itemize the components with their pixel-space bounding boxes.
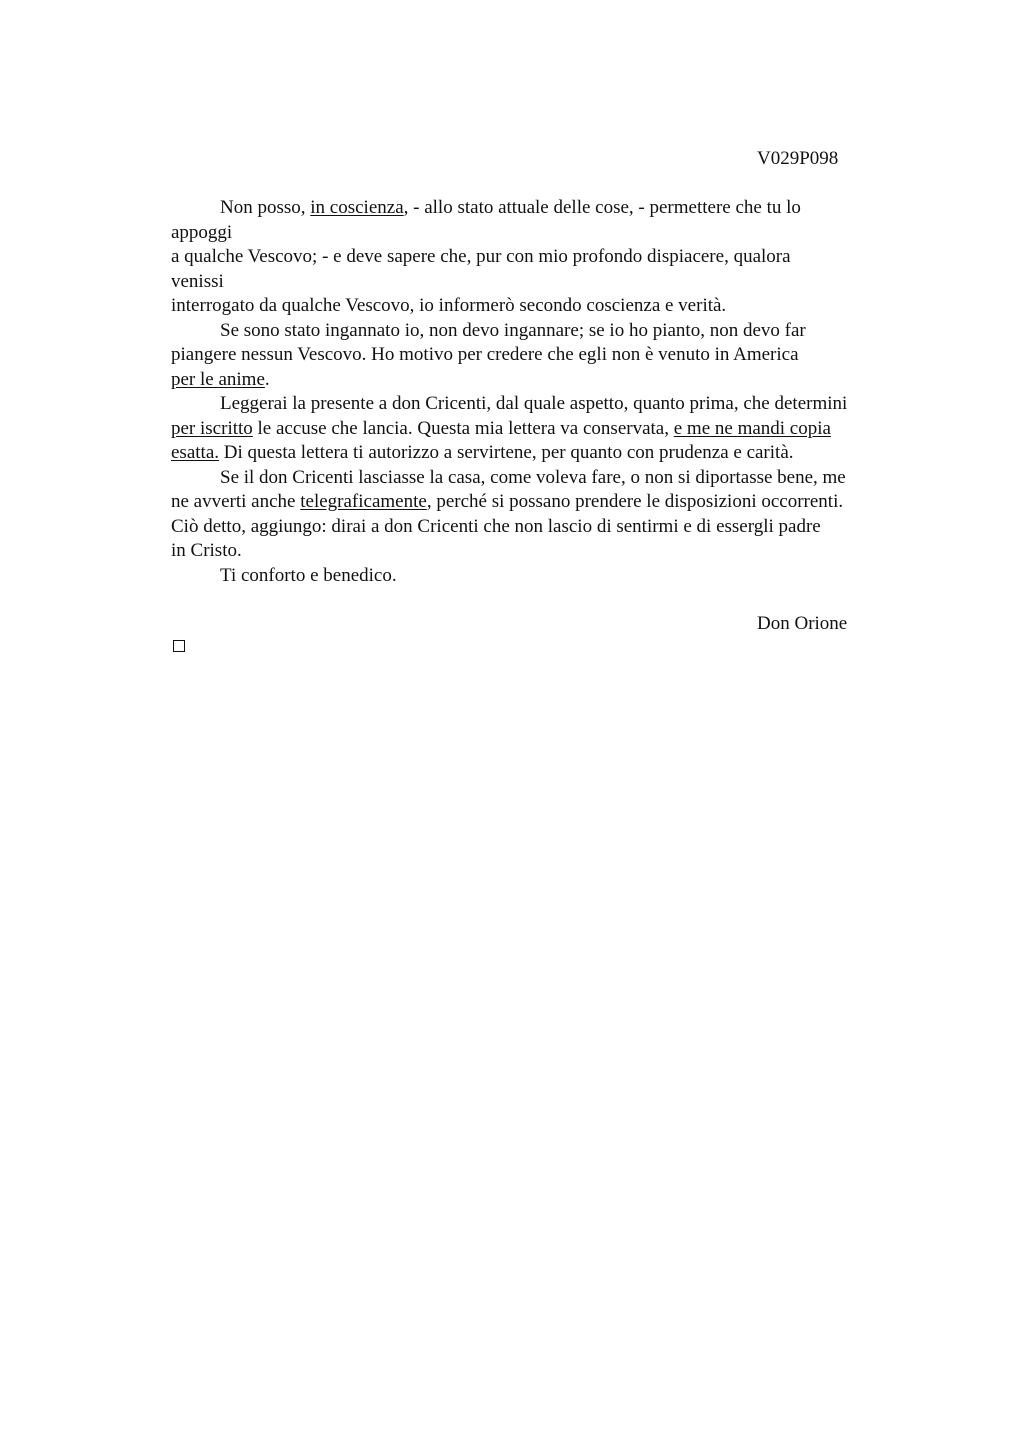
underlined-phrase: per le anime xyxy=(171,368,265,390)
signature: Don Orione xyxy=(757,613,848,634)
underlined-phrase: telegraficamente xyxy=(300,491,427,512)
letter-line: in Cristo. xyxy=(171,540,242,561)
letter-line: Se sono stato ingannato io, non devo ingannare; se io ho pianto, non devo far xyxy=(220,319,806,341)
letter-line: Ciò detto, aggiungo: dirai a don Cricenti che non lascio di sentirmi e di essergli padre xyxy=(171,515,821,537)
text-run: , - allo stato attuale delle cose, - permettere che tu lo xyxy=(403,197,801,218)
letter-line: Ti conforto e benedico. xyxy=(220,564,397,586)
letter-line: venissi xyxy=(171,270,224,292)
letter-line xyxy=(171,490,911,515)
text-run: Non posso, xyxy=(220,197,311,218)
text-run: , perché si possano prendere le disposizioni occorrenti. xyxy=(426,491,844,512)
letter-line xyxy=(171,196,911,221)
letter-line xyxy=(171,441,911,466)
underlined-phrase: esatta. xyxy=(171,442,220,463)
underlined-phrase: per iscritto xyxy=(171,417,253,439)
text-run: ne avverti anche xyxy=(171,491,301,512)
page-id: V029P098 xyxy=(757,148,839,169)
letter-line: Leggerai la presente a don Cricenti, dal quale aspetto, quanto prima, che determini xyxy=(220,393,848,414)
text-run: le accuse che lancia. Questa mia lettera va conservata, xyxy=(252,417,674,439)
letter-line xyxy=(171,417,911,442)
underlined-phrase: in coscienza xyxy=(310,197,404,218)
text-run: . xyxy=(264,368,270,390)
checkbox-glyph-icon xyxy=(173,640,185,652)
letter-line: appoggi xyxy=(171,221,233,243)
underlined-phrase: e me ne mandi copia xyxy=(673,417,831,439)
text-run: Di questa lettera ti autorizzo a servirtene, per quanto con prudenza e carità. xyxy=(219,442,794,463)
letter-line: piangere nessun Vescovo. Ho motivo per credere che egli non è venuto in America xyxy=(171,344,799,365)
letter-line: interrogato da qualche Vescovo, io informerò secondo coscienza e verità. xyxy=(171,295,727,316)
letter-line xyxy=(171,368,911,393)
letter-body xyxy=(171,196,911,588)
letter-line: a qualche Vescovo; - e deve sapere che, pur con mio profondo dispiacere, qualora xyxy=(171,246,791,267)
letter-line: Se il don Cricenti lasciasse la casa, come voleva fare, o non si diportasse bene, me xyxy=(220,466,846,488)
